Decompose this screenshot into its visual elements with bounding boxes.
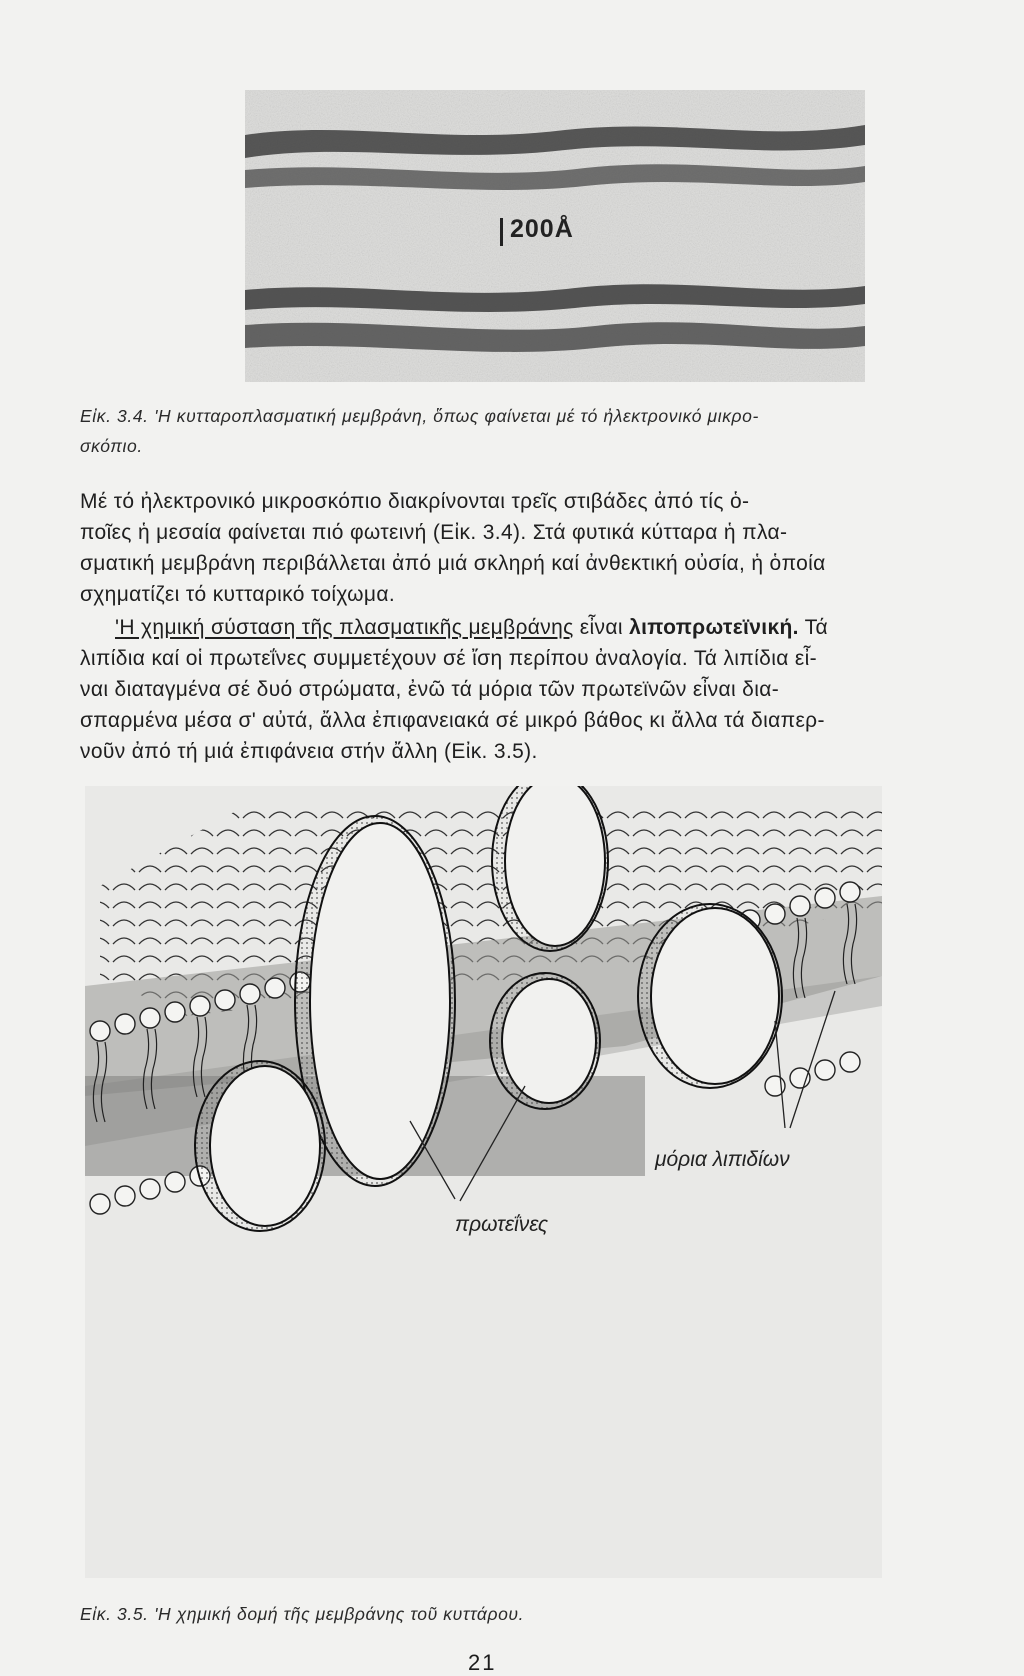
- scale-label: 200Å: [510, 215, 574, 243]
- proteins-label: πρωτεΐνες: [455, 1213, 549, 1236]
- paragraph-2-line-5: νοῦν ἀπό τή μιά ἐπιφάνεια στήν ἄλλη (Εἰκ. 3.5).: [80, 740, 538, 763]
- figure-3-4-caption-continued: σκόπιο.: [80, 436, 143, 456]
- paragraph-2-line-4: σπαρμένα μέσα σ' αὐτά, ἄλλα ἐπιφανειακά σέ μικρό βάθος κι ἄλλα τά διαπερ-: [80, 709, 825, 732]
- lipid-molecules-label: μόρια λιπιδίων: [655, 1148, 790, 1171]
- page-number: 21: [468, 1650, 497, 1675]
- paragraph-1-line-1: Μέ τό ἠλεκτρονικό μικροσκόπιο διακρίνονται τρεῖς στιβάδες ἀπό τίς ὁ-: [80, 490, 750, 513]
- paragraph-2-line-2: λιπίδια καί οἱ πρωτεΐνες συμμετέχουν σέ ἴση περίπου ἀναλογία. Τά λιπίδια εἶ-: [80, 647, 817, 670]
- membrane-structure-diagram: [85, 786, 882, 1578]
- figure-3-5-caption: Εἰκ. 3.5. 'Η χημική δομή τῆς μεμβράνης τοῦ κυττάρου.: [80, 1604, 525, 1624]
- paragraph-2-line-1: [115, 616, 828, 640]
- scale-bar: [500, 218, 503, 246]
- paragraph-2-line-1-end: Τά: [798, 616, 829, 639]
- paragraph-1-line-2: ποῖες ἡ μεσαία φαίνεται πιό φωτεινή (Εἰκ. 3.4). Στά φυτικά κύτταρα ἡ πλα-: [80, 521, 788, 544]
- paragraph-2-line-1-mid: εἶναι: [573, 616, 630, 639]
- paragraph-1-line-3: σματική μεμβράνη περιβάλλεται ἀπό μιά σκληρή καί ἀνθεκτική οὐσία, ἡ ὁποία: [80, 552, 826, 575]
- bold-term: λιποπρωτεϊνική.: [629, 616, 799, 639]
- paragraph-1-line-4: σχηματίζει τό κυτταρικό τοίχωμα.: [80, 583, 396, 606]
- paragraph-2-line-3: ναι διαταγμένα σέ δυό στρώματα, ἐνῶ τά μόρια τῶν πρωτεϊνῶν εἶναι δια-: [80, 678, 780, 701]
- underlined-phrase: 'Η χημική σύσταση τῆς πλασματικῆς μεμβράνης: [115, 616, 574, 639]
- figure-3-4-caption: Εἰκ. 3.4. 'Η κυτταροπλασματική μεμβράνη, ὅπως φαίνεται μέ τό ἠλεκτρονικό μικρο-: [80, 406, 759, 426]
